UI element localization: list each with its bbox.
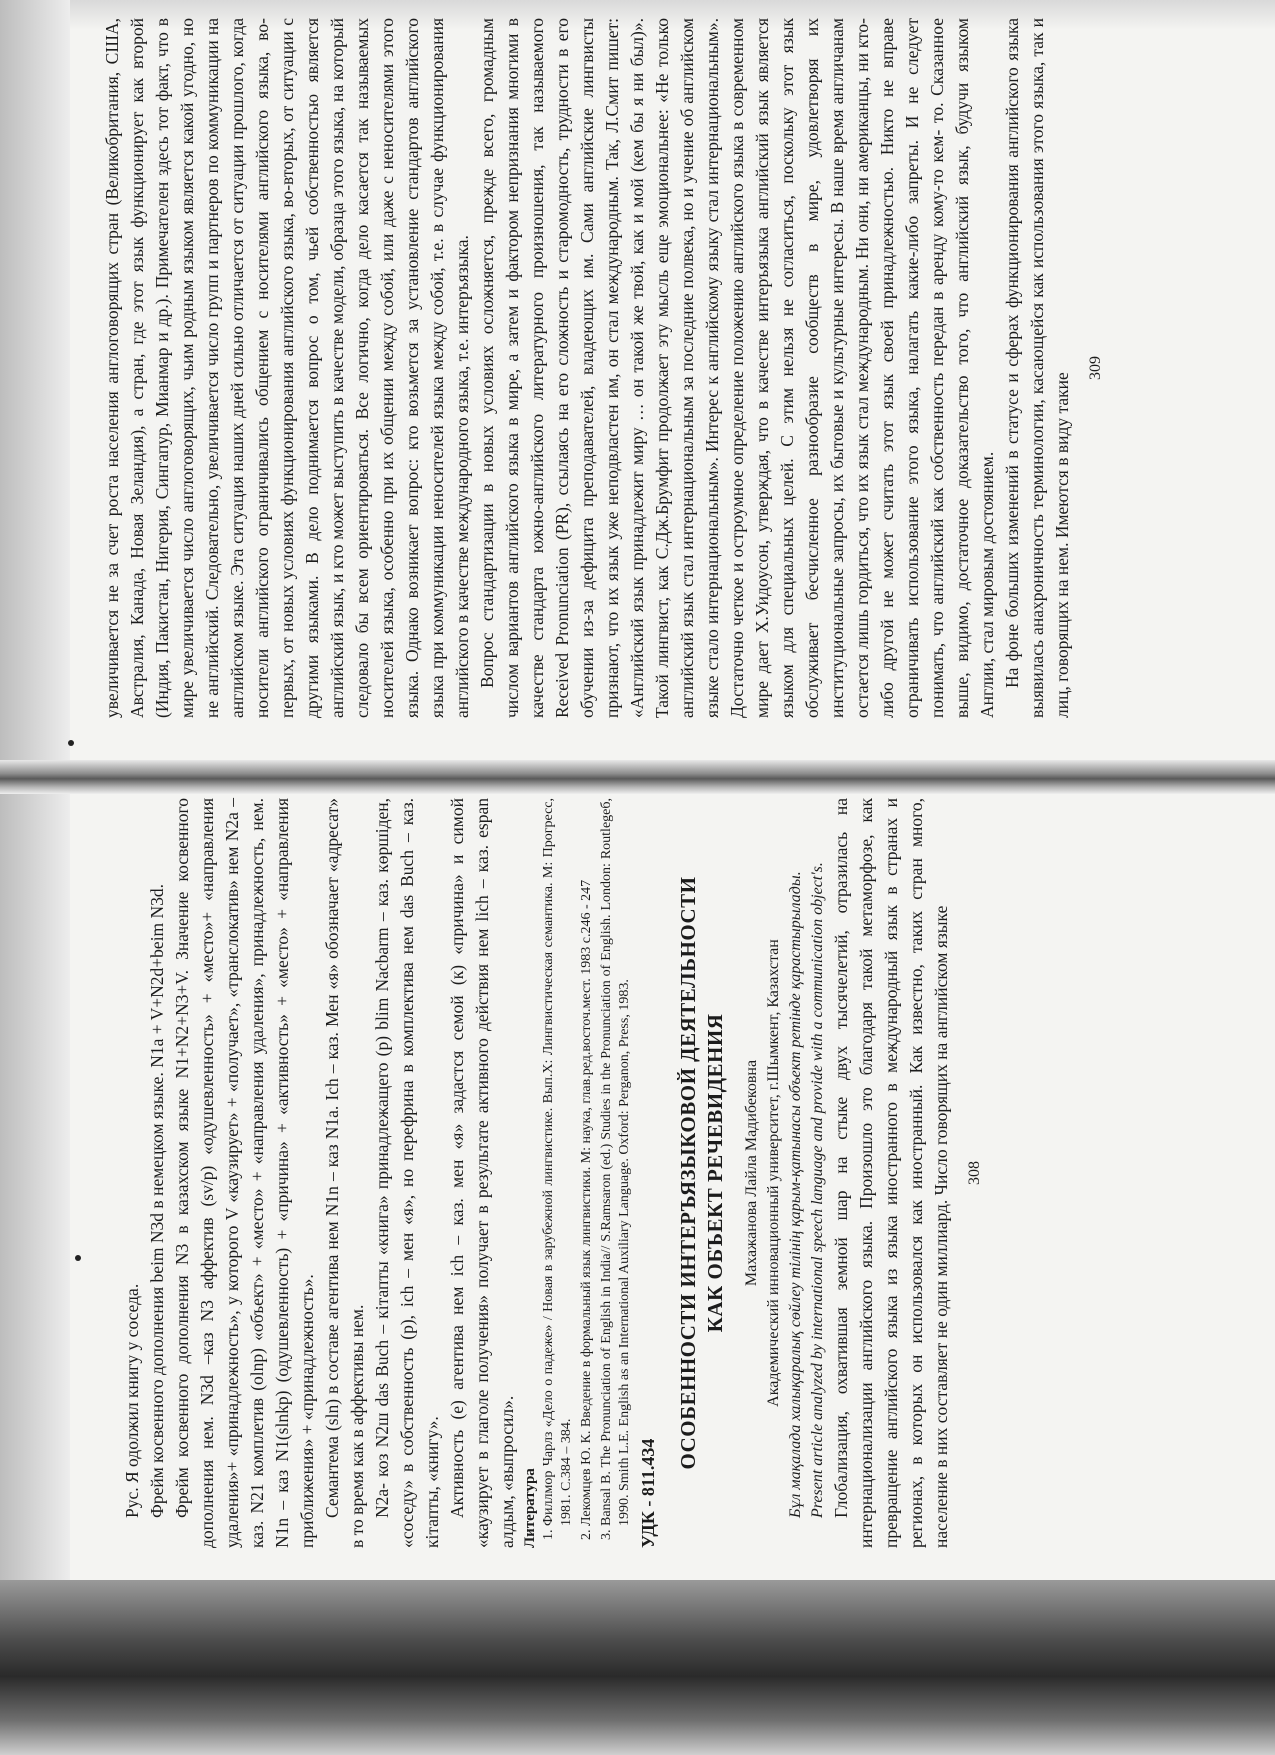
book-spine xyxy=(0,760,1275,794)
paragraph: Активность (е) агентива нем ich – каз. мен «я» задастся семой (к) «причина» и симой «каузирует в глаголе получения» получает в результате активного действия нем lich – каз. espan алдым, «выпросил». xyxy=(447,798,517,1548)
article-title-line-2: КАК ОБЪЕКТ РЕЧЕВИДЕНИЯ xyxy=(703,1013,727,1333)
paragraph: Фрейм косвенного дополнения N3 в казахском языке N1+N2+N3+V. Значение косвенного дополнения нем. N3d –каз N3 аффектив (sv/p) «одушевленность» + «место»+ «направления удаления»+ «принадлежность», у которого V «каузирует» + «получает», «транслокатив» нем N2a –каз. N21 комплетив (olnp) «объект» + «место» + «направления удаления», принадлежность, нем. N1n – каз N1(slnkp) (одушевленность) + «причина» + «активность» + «место» + «направления приближения» + «принадлежность». xyxy=(172,798,317,1548)
udk-code: УДК - 811.434 xyxy=(638,1438,658,1548)
paragraph: увеличивается не за счет роста населения англоговорящих стран (Великобритания, США, Австралия, Канада, Новая Зеландия), а стран, где этот язык функционирует как второй (Индия, Пакистан, Нигерия, Сингапур, Мианмар и др.). Примечателен здесь тот факт, что в мире увеличивается число англоговорящих, чьим родным языком является какой угодно, но не английский. Следовательно, увеличивается число групп и партнеров по коммуникации на английском языке. Эта ситуация наших дней сильно отличается от ситуации прошлого, когда носители английского ограничивались общением с носителями английского языка, во-первых, от новых условиях функционирования английского языка, во-вторых, от ситуации с другими языками. В дело поднимается вопрос о том, чьей собственностью является английский язык, и кто может выступить в качестве модели, образца этого языка, на который следовало бы всем ориентироваться. Все логично, когда дело касается так называемых носителей языка, особенно при их общении между собой, или даже с неносителями этого языка. Однако возникает вопрос: кто возьмется за установление стандартов английского языка при коммуникации неносителей языка между собой, т.е. в случае функционирования английского в качестве международного языка, т.е. интеръязыка. xyxy=(102,18,472,718)
references-list xyxy=(540,798,634,1548)
page-309 xyxy=(100,18,1110,718)
paragraph: N2a- коз N2ш das Buch – кітапты «книга» принадлежащего (p) blim Nacbarm – каз. көршіден, «соседу» в собственность (p), ich – мен «я», но перефрина в комплектива нем das Buch – каз. кітапты, «книгу». xyxy=(372,798,442,1548)
reference-item: 3. Bansal B. The Pronunciation of English in India// S.Ramsaron (ed.) Studies in the Pronunciation of English. London: Routlegeб, 1990. Smith L.E. English as an International Auxiliary Language. Oxford: Perganon, Press, 1983. xyxy=(598,798,634,1526)
references-heading: Литература xyxy=(522,1468,538,1548)
article-body: Глобализация, охватившая земной шар на стыке двух тысячелетий, отразилась на интернационализации английского языка. Произошло это благодаря такой метаморфозе, как превращение английского языка из языка иностранного в международный язык в странах и регионах, в которых он использовался как иностранный. Как известно, таких стран много, население в них составляет не один миллиард. Число говорящих на английском языке xyxy=(831,798,951,1548)
article-title xyxy=(675,798,729,1548)
page-309-body xyxy=(100,18,1075,718)
paragraph: На фоне больших изменений в статусе и сферах функционирования английского языка выявилась анахроничность терминологии, касающейся как использования этого языка, так и лиц, говорящих на нем. Имеются в виду такие xyxy=(1002,18,1072,718)
reference-item: 2. Лекомцев Ю. К. Введение в формальный язык лингвистики. М: наука, глав.ред.восточ.мест. 1983 с.246 - 247 xyxy=(578,798,596,1526)
page-308 xyxy=(120,798,1185,1548)
paragraph: Фрейм косвенного дополнения beim N3d в немецком языке. N1a + V+N2d+beim N3d. xyxy=(147,883,167,1518)
article-title-line-1: ОСОБЕННОСТИ ИНТЕРЪЯЗЫКОВОЙ ДЕЯТЕЛЬНОСТИ xyxy=(676,876,700,1470)
reference-item: 1. Филлмор Чарлз «Дело о падеже» / Новая в зарубежной лингвистике. Вып.Х: Лингвистическая семантика. М: Прогресс, 1981. С.384 – 384. xyxy=(540,798,576,1526)
article-author: Махажанова Лайла Мадибековна xyxy=(743,1059,760,1287)
paragraph: Рус. Я одолжил книгу у соседа. xyxy=(122,1283,142,1518)
page-number: 308 xyxy=(966,1161,983,1185)
paragraph: Семантема (sln) в составе агентива нем N1n – каз N1a. Ich – каз. Мен «я» обозначает «адресат» в то время как в аффективы нем. xyxy=(322,798,367,1548)
page-308-top-text xyxy=(120,798,520,1548)
scan-speck xyxy=(75,1255,81,1261)
paragraph: Вопрос стандартизации в новых условиях осложняется, прежде всего, громадным числом вариантов английского языка в мире, а затем и фактором непризнания многими в качестве стандарта южно-английского литературного произношения, так называемого Received Pronunciation (PR), ссылаясь на его сложность и старомодность, трудности в его обучении из-за дефицита преподавателей, владеющих им. Сами английские лингвисты признают, что их язык уже неподвластен им, он стал международным. Так, Л.Смит пишет: «Английский язык принадлежит миру … он такой же твой, как и мой (кем бы я ни был)». Такой лингвист, как С.Дж.Брумфит продолжает эту мысль еще эмоциональнее: «Не только английский язык стал интернациональным за последние полвека, но и учение об английском языке стало интернациональным». Интерес к английскому языку стал интернациональным». Достаточно четкое и остроумное определение положению английского языка в современном мире дает Х.Уидоусон, утверждая, что в качестве интеръязыка английский язык является языком для специальных целей. С этим нельзя не согласиться, поскольку этот язык обслуживает бесчисленное разнообразие сообществ в мире, удовлетворяя их институциональные запросы, их бытовые и культурные интересы. В наше время англичанам остается лишь гордиться, что их язык стал международным. Ни они, ни американцы, ни кто-либо другой не может считать этот язык своей принадлежностью. Никто не вправе ограничивать использование этого языка, налагать какие-либо запреты. И не следует понимать, что английский как собственность передан в аренду кому-то кем- то. Сказанное выше, видимо, достаточное доказательство того, что английский язык, будучи языком Англии, стал мировым достоянием. xyxy=(477,18,997,718)
scan-binding-shadow xyxy=(0,1580,1275,1755)
article-affiliation: Академический инновационный университет, г.Шымкент, Казахстан xyxy=(765,939,782,1407)
abstract-kazakh: Бұл мақалада халықаралық сөйлеу тілінің қарым-қатынасы объект ретінде қарастырылады. xyxy=(787,871,804,1518)
abstract-english: Present article analyzed by international speech language and provide with a communication object's. xyxy=(809,862,826,1518)
scan-speck xyxy=(68,740,74,746)
page-number: 309 xyxy=(1087,356,1104,380)
